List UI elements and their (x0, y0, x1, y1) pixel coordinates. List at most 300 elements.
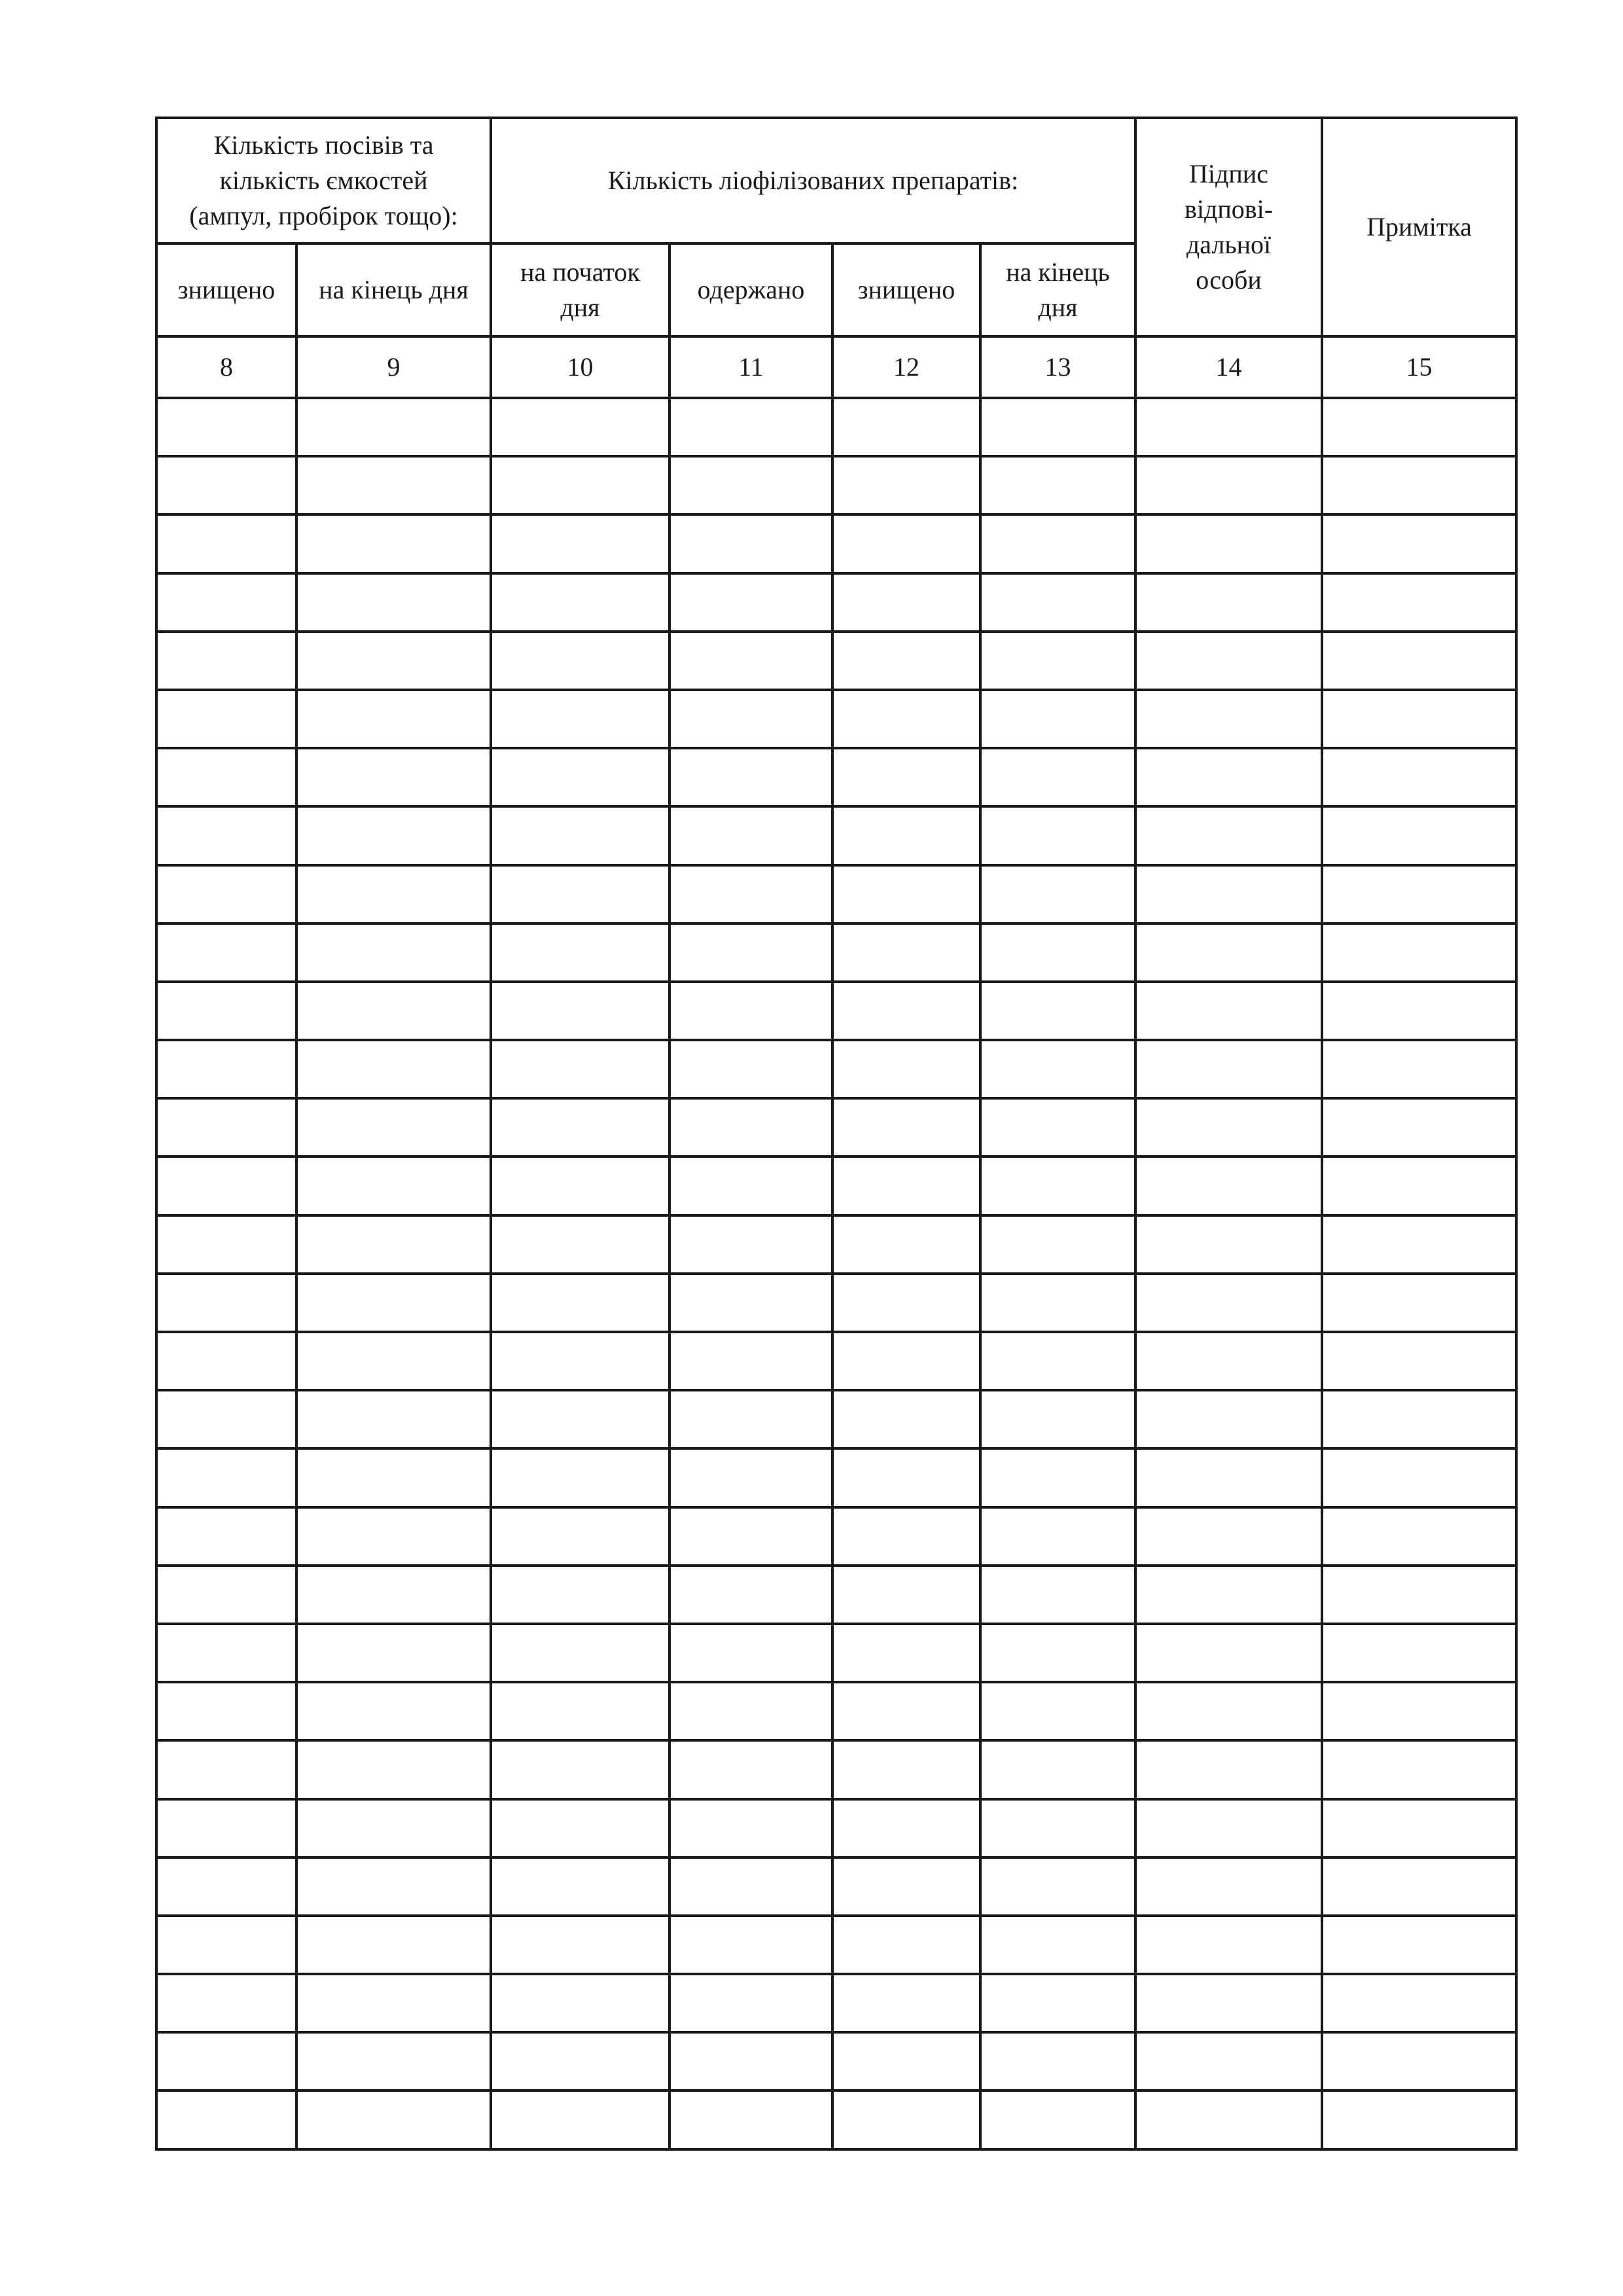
table-cell[interactable] (832, 2090, 980, 2149)
table-cell[interactable] (296, 1448, 491, 1507)
table-cell[interactable] (832, 2032, 980, 2090)
table-cell[interactable] (491, 1916, 669, 1974)
table-row (156, 1624, 1516, 1682)
subheader-label: на початок дня (520, 257, 640, 322)
table-cell[interactable] (156, 806, 296, 865)
subheader-label: знищено (857, 275, 955, 304)
table-cell[interactable] (491, 865, 669, 924)
table-cell[interactable] (1322, 1740, 1516, 1799)
table-cell[interactable] (1135, 1916, 1322, 1974)
table-cell[interactable] (1322, 1624, 1516, 1682)
table-cell[interactable] (832, 1507, 980, 1566)
header-signature-label: Підпис відпові- дальної особи (1184, 159, 1274, 295)
table-cell[interactable] (296, 1390, 491, 1448)
table-cell[interactable] (296, 514, 491, 573)
table-cell[interactable] (156, 1857, 296, 1916)
table-cell[interactable] (296, 1916, 491, 1974)
table-row (156, 1916, 1516, 1974)
subheader-cell (156, 243, 296, 336)
table-cell[interactable] (1135, 982, 1322, 1040)
table-cell[interactable] (1135, 865, 1322, 924)
table-cell[interactable] (980, 1857, 1135, 1916)
table-cell[interactable] (980, 456, 1135, 514)
table-cell[interactable] (491, 2090, 669, 2149)
table-cell[interactable] (1135, 1098, 1322, 1157)
table-cell[interactable] (1322, 632, 1516, 690)
table-cell[interactable] (296, 1624, 491, 1682)
table-row (156, 573, 1516, 632)
table-cell[interactable] (156, 1390, 296, 1448)
table-row (156, 806, 1516, 865)
table-cell[interactable] (156, 1507, 296, 1566)
table-cell[interactable] (980, 1916, 1135, 1974)
table-row (156, 1799, 1516, 1857)
table-cell[interactable] (980, 514, 1135, 573)
table-row (156, 1566, 1516, 1624)
table-cell[interactable] (1322, 865, 1516, 924)
table-cell[interactable] (669, 1390, 832, 1448)
table-cell[interactable] (156, 398, 296, 456)
table-cell[interactable] (832, 1390, 980, 1448)
table-row (156, 1098, 1516, 1157)
table-cell[interactable] (669, 573, 832, 632)
table-cell[interactable] (669, 1682, 832, 1740)
table-cell[interactable] (832, 806, 980, 865)
table-cell[interactable] (669, 865, 832, 924)
column-number: 8 (156, 336, 296, 398)
table-row (156, 1974, 1516, 2032)
table-cell[interactable] (156, 865, 296, 924)
table-row (156, 632, 1516, 690)
table-cell[interactable] (1322, 1332, 1516, 1390)
header-row-groups (156, 118, 1516, 243)
table-cell[interactable] (296, 1215, 491, 1274)
table-cell[interactable] (1135, 1624, 1322, 1682)
table-row (156, 2032, 1516, 2090)
table-cell[interactable] (669, 456, 832, 514)
table-cell[interactable] (1322, 1040, 1516, 1098)
table-cell[interactable] (832, 1157, 980, 1215)
table-cell[interactable] (980, 1624, 1135, 1682)
table-cell[interactable] (669, 1624, 832, 1682)
header-group-lyophilized-label: Кількість ліофілізованих препаратів: (607, 166, 1019, 195)
table-cell[interactable] (1135, 1332, 1322, 1390)
table-cell[interactable] (1322, 1157, 1516, 1215)
table-row (156, 1274, 1516, 1332)
table-cell[interactable] (156, 1740, 296, 1799)
table-cell[interactable] (491, 1974, 669, 2032)
table-cell[interactable] (832, 1098, 980, 1157)
table-cell[interactable] (156, 1040, 296, 1098)
table-row (156, 398, 1516, 456)
table-cell[interactable] (832, 1740, 980, 1799)
table-cell[interactable] (1322, 1448, 1516, 1507)
table-row (156, 514, 1516, 573)
table-cell[interactable] (1322, 1566, 1516, 1624)
table-cell[interactable] (1322, 456, 1516, 514)
table-cell[interactable] (491, 573, 669, 632)
table-cell[interactable] (1322, 748, 1516, 806)
table-row (156, 1332, 1516, 1390)
table-cell[interactable] (669, 1274, 832, 1332)
table-cell[interactable] (832, 924, 980, 982)
table-cell[interactable] (1322, 1916, 1516, 1974)
table-cell[interactable] (1322, 2032, 1516, 2090)
table-cell[interactable] (669, 1566, 832, 1624)
table-cell[interactable] (1322, 1507, 1516, 1566)
table-cell[interactable] (980, 1507, 1135, 1566)
table-cell[interactable] (156, 1448, 296, 1507)
table-cell[interactable] (491, 1390, 669, 1448)
table-cell[interactable] (296, 1040, 491, 1098)
table-cell[interactable] (832, 1624, 980, 1682)
table-cell[interactable] (491, 1098, 669, 1157)
table-cell[interactable] (296, 1157, 491, 1215)
table-cell[interactable] (832, 1682, 980, 1740)
table-cell[interactable] (669, 2032, 832, 2090)
table-cell[interactable] (980, 1040, 1135, 1098)
table-cell[interactable] (1322, 1682, 1516, 1740)
table-cell[interactable] (832, 1215, 980, 1274)
table-cell[interactable] (1135, 2090, 1322, 2149)
table-cell[interactable] (980, 1157, 1135, 1215)
table-cell[interactable] (156, 514, 296, 573)
table-cell[interactable] (980, 865, 1135, 924)
table-cell[interactable] (980, 1390, 1135, 1448)
table-cell[interactable] (296, 982, 491, 1040)
table-cell[interactable] (980, 1332, 1135, 1390)
table-cell[interactable] (980, 1682, 1135, 1740)
table-cell[interactable] (669, 748, 832, 806)
table-cell[interactable] (669, 1974, 832, 2032)
table-cell[interactable] (491, 1624, 669, 1682)
column-number: 15 (1322, 336, 1516, 398)
table-cell[interactable] (832, 1566, 980, 1624)
table-cell[interactable] (832, 1857, 980, 1916)
table-cell[interactable] (156, 690, 296, 748)
table-cell[interactable] (156, 1566, 296, 1624)
table-cell[interactable] (832, 1274, 980, 1332)
table-cell[interactable] (980, 924, 1135, 982)
column-number-row (156, 336, 1516, 398)
table-row (156, 924, 1516, 982)
table-cell[interactable] (296, 806, 491, 865)
table-cell[interactable] (832, 1040, 980, 1098)
table-row (156, 1857, 1516, 1916)
header-note (1322, 118, 1516, 336)
table-cell[interactable] (1322, 1215, 1516, 1274)
table-cell[interactable] (1135, 1507, 1322, 1566)
table-cell[interactable] (669, 2090, 832, 2149)
table-cell[interactable] (296, 1098, 491, 1157)
table-cell[interactable] (491, 1215, 669, 1274)
table-cell[interactable] (980, 2032, 1135, 2090)
table-cell[interactable] (1135, 1448, 1322, 1507)
table-cell[interactable] (296, 398, 491, 456)
table-cell[interactable] (491, 398, 669, 456)
table-row (156, 1040, 1516, 1098)
table-cell[interactable] (491, 1566, 669, 1624)
table-row (156, 1448, 1516, 1507)
subheader-label: одержано (697, 275, 805, 304)
subheader-cell (832, 243, 980, 336)
table-cell[interactable] (669, 1332, 832, 1390)
table-cell[interactable] (832, 1332, 980, 1390)
table-cell[interactable] (156, 1916, 296, 1974)
table-row (156, 1740, 1516, 1799)
table-cell[interactable] (1322, 573, 1516, 632)
table-cell[interactable] (832, 456, 980, 514)
table-cell[interactable] (1322, 982, 1516, 1040)
table-cell[interactable] (296, 1566, 491, 1624)
table-cell[interactable] (491, 1857, 669, 1916)
column-number: 11 (669, 336, 832, 398)
subheader-cell (980, 243, 1135, 336)
table-row (156, 1682, 1516, 1740)
table-cell[interactable] (491, 1682, 669, 1740)
column-number: 14 (1135, 336, 1322, 398)
table-cell[interactable] (669, 1040, 832, 1098)
table-cell[interactable] (156, 1157, 296, 1215)
table-cell[interactable] (1135, 1974, 1322, 2032)
table-cell[interactable] (156, 1624, 296, 1682)
table-cell[interactable] (1322, 1974, 1516, 2032)
table-cell[interactable] (296, 924, 491, 982)
table-cell[interactable] (491, 1448, 669, 1507)
table-cell[interactable] (1135, 398, 1322, 456)
table-cell[interactable] (669, 1157, 832, 1215)
table-cell[interactable] (832, 690, 980, 748)
table-cell[interactable] (1322, 1857, 1516, 1916)
column-number: 13 (980, 336, 1135, 398)
table-cell[interactable] (1135, 1682, 1322, 1740)
table-cell[interactable] (1322, 1390, 1516, 1448)
table-cell[interactable] (1322, 1799, 1516, 1857)
table-cell[interactable] (1322, 398, 1516, 456)
subheader-cell (491, 243, 669, 336)
table-cell[interactable] (156, 1332, 296, 1390)
table-cell[interactable] (832, 1916, 980, 1974)
table-cell[interactable] (491, 982, 669, 1040)
table-cell[interactable] (980, 398, 1135, 456)
table-cell[interactable] (156, 982, 296, 1040)
table-cell[interactable] (1322, 514, 1516, 573)
table-cell[interactable] (1135, 1390, 1322, 1448)
table-cell[interactable] (1135, 1799, 1322, 1857)
table-cell[interactable] (491, 1799, 669, 1857)
subheader-cell (669, 243, 832, 336)
table-cell[interactable] (832, 748, 980, 806)
column-number: 9 (296, 336, 491, 398)
table-row (156, 1507, 1516, 1566)
table-cell[interactable] (980, 1448, 1135, 1507)
table-cell[interactable] (491, 632, 669, 690)
table-cell[interactable] (1135, 690, 1322, 748)
table-row (156, 748, 1516, 806)
table-cell[interactable] (669, 690, 832, 748)
table-cell[interactable] (1135, 1566, 1322, 1624)
table-cell[interactable] (832, 398, 980, 456)
table-cell[interactable] (156, 1274, 296, 1332)
table-cell[interactable] (491, 748, 669, 806)
table-cell[interactable] (491, 514, 669, 573)
table-cell[interactable] (296, 1274, 491, 1332)
table-cell[interactable] (980, 748, 1135, 806)
subheader-cell (296, 243, 491, 336)
table-cell[interactable] (1135, 456, 1322, 514)
table-cell[interactable] (1135, 1274, 1322, 1332)
table-cell[interactable] (296, 1799, 491, 1857)
table-cell[interactable] (1135, 1740, 1322, 1799)
subheader-label: на кінець дня (1006, 257, 1110, 322)
table-cell[interactable] (296, 1974, 491, 2032)
table-cell[interactable] (156, 1098, 296, 1157)
table-cell[interactable] (1135, 2032, 1322, 2090)
table-cell[interactable] (980, 632, 1135, 690)
table-cell[interactable] (156, 1974, 296, 2032)
header-group-lyophilized (491, 118, 1135, 243)
table-cell[interactable] (669, 1857, 832, 1916)
table-cell[interactable] (156, 1799, 296, 1857)
table-cell[interactable] (980, 982, 1135, 1040)
table-cell[interactable] (156, 748, 296, 806)
table-cell[interactable] (296, 2090, 491, 2149)
table-cell[interactable] (1135, 514, 1322, 573)
table-cell[interactable] (491, 690, 669, 748)
table-cell[interactable] (156, 1215, 296, 1274)
table-cell[interactable] (980, 1799, 1135, 1857)
table-cell[interactable] (1135, 573, 1322, 632)
table-cell[interactable] (980, 1566, 1135, 1624)
table-cell[interactable] (1322, 924, 1516, 982)
table-cell[interactable] (491, 1157, 669, 1215)
table-cell[interactable] (491, 456, 669, 514)
table-row (156, 1215, 1516, 1274)
table-row (156, 865, 1516, 924)
table-cell[interactable] (1135, 924, 1322, 982)
table-cell[interactable] (980, 1215, 1135, 1274)
table-cell[interactable] (980, 806, 1135, 865)
table-cell[interactable] (669, 1916, 832, 1974)
table-cell[interactable] (832, 1974, 980, 2032)
table-cell[interactable] (296, 1332, 491, 1390)
table-cell[interactable] (669, 1799, 832, 1857)
header-group-cultures (156, 118, 491, 243)
table-row (156, 690, 1516, 748)
table-cell[interactable] (296, 1682, 491, 1740)
table-cell[interactable] (491, 924, 669, 982)
table-cell[interactable] (669, 1507, 832, 1566)
table-cell[interactable] (491, 1274, 669, 1332)
table-cell[interactable] (832, 1448, 980, 1507)
table-cell[interactable] (491, 2032, 669, 2090)
header-signature (1135, 118, 1322, 336)
column-number: 10 (491, 336, 669, 398)
table-cell[interactable] (669, 982, 832, 1040)
table-cell[interactable] (1322, 690, 1516, 748)
table-cell[interactable] (669, 1740, 832, 1799)
table-cell[interactable] (1322, 1274, 1516, 1332)
table-cell[interactable] (156, 573, 296, 632)
table-cell[interactable] (832, 1799, 980, 1857)
table-cell[interactable] (980, 2090, 1135, 2149)
table-cell[interactable] (669, 1215, 832, 1274)
table-cell[interactable] (1135, 806, 1322, 865)
table-cell[interactable] (491, 1507, 669, 1566)
table-cell[interactable] (1135, 1157, 1322, 1215)
table-cell[interactable] (296, 748, 491, 806)
table-cell[interactable] (980, 573, 1135, 632)
table-cell[interactable] (832, 632, 980, 690)
table-cell[interactable] (156, 632, 296, 690)
header-group-cultures-label: Кількість посівів та кількість ємкостей (ампул, пробірок тощо): (189, 130, 458, 230)
column-number: 12 (832, 336, 980, 398)
table-cell[interactable] (156, 2090, 296, 2149)
table-cell[interactable] (832, 514, 980, 573)
table-row (156, 2090, 1516, 2149)
table-cell[interactable] (1322, 806, 1516, 865)
table-cell[interactable] (296, 865, 491, 924)
table-cell[interactable] (980, 1740, 1135, 1799)
register-table (155, 117, 1518, 2151)
table-cell[interactable] (832, 865, 980, 924)
table-cell[interactable] (156, 1682, 296, 1740)
table-cell[interactable] (1322, 1098, 1516, 1157)
table-cell[interactable] (491, 806, 669, 865)
table-cell[interactable] (980, 1974, 1135, 2032)
table-cell[interactable] (669, 632, 832, 690)
table-cell[interactable] (669, 1448, 832, 1507)
table-cell[interactable] (669, 1098, 832, 1157)
table-cell[interactable] (491, 1040, 669, 1098)
header-note-label: Примітка (1366, 212, 1472, 242)
table-cell[interactable] (669, 398, 832, 456)
table-cell[interactable] (296, 1740, 491, 1799)
table-cell[interactable] (156, 2032, 296, 2090)
table-row (156, 456, 1516, 514)
table-row (156, 1390, 1516, 1448)
table-cell[interactable] (669, 806, 832, 865)
table-cell[interactable] (296, 2032, 491, 2090)
table-cell[interactable] (1135, 1040, 1322, 1098)
table-cell[interactable] (491, 1332, 669, 1390)
table-cell[interactable] (296, 690, 491, 748)
table-cell[interactable] (1135, 632, 1322, 690)
table-cell[interactable] (669, 924, 832, 982)
table-cell[interactable] (491, 1740, 669, 1799)
table-cell[interactable] (1135, 748, 1322, 806)
table-cell[interactable] (1322, 2090, 1516, 2149)
table-cell[interactable] (296, 1507, 491, 1566)
table-cell[interactable] (156, 456, 296, 514)
table-cell[interactable] (156, 924, 296, 982)
table-cell[interactable] (832, 982, 980, 1040)
table-cell[interactable] (980, 690, 1135, 748)
table-cell[interactable] (1135, 1215, 1322, 1274)
subheader-label: знищено (177, 275, 276, 304)
table-row (156, 1157, 1516, 1215)
table-cell[interactable] (296, 573, 491, 632)
table-cell[interactable] (980, 1098, 1135, 1157)
table-cell[interactable] (296, 1857, 491, 1916)
table-cell[interactable] (669, 514, 832, 573)
table-cell[interactable] (296, 456, 491, 514)
table-cell[interactable] (1135, 1857, 1322, 1916)
table-cell[interactable] (832, 573, 980, 632)
subheader-label: на кінець дня (319, 275, 469, 304)
table-cell[interactable] (980, 1274, 1135, 1332)
table-cell[interactable] (296, 632, 491, 690)
